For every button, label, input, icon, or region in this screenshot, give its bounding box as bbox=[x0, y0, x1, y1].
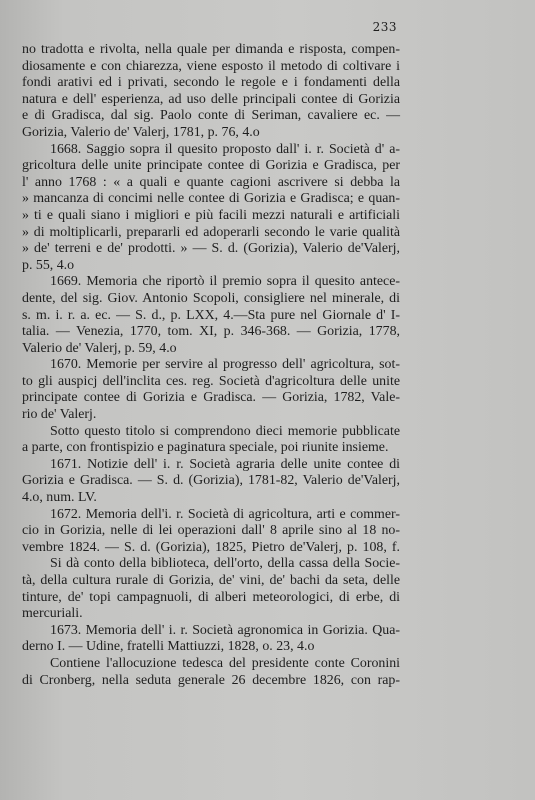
text-line: Contiene l'allocuzione tedesca del presidente conte Coronini bbox=[50, 655, 400, 671]
entry-1669-heading: 1669. Memoria che riportò il premio sopra il quesito antece- bbox=[50, 274, 400, 290]
text-line: tinture, de' topi campagnuoli, di alberi meteorologici, di erbe, di bbox=[22, 589, 400, 605]
text-line: derno I. — Udine, fratelli Mattiuzzi, 1828, o. 23, 4.o bbox=[22, 639, 315, 655]
text-line: tà, della cultura rurale di Gorizia, de' vini, de' bachi da seta, delle bbox=[22, 573, 400, 588]
entry-1672-heading: 1672. Memoria dell'i. r. Società di agricoltura, arti e commer- bbox=[50, 506, 400, 522]
text-line: cio in Gorizia, nelle di lei operazioni dall' 8 aprile sino al 18 no- bbox=[22, 523, 400, 539]
entry-1670-heading: 1670. Memorie per servire al progresso dell' agricoltura, sot- bbox=[50, 357, 400, 373]
text-line: natura e dell' esperienza, ad uso delle principali contee di Gorizia bbox=[22, 91, 400, 107]
text-line: Gorizia, Valerio de' Valerj, 1781, p. 76, 4.o bbox=[22, 124, 260, 140]
text-line: s. m. i. r. a. ec. — S. d., p. LXX, 4.—Sta pure nel Giornale d' I- bbox=[22, 307, 400, 323]
page-number: 233 bbox=[372, 20, 397, 34]
text-line: Gorizia e Gradisca. — S. d. (Gorizia), 1781-82, Valerio de'Valerj, bbox=[22, 473, 400, 489]
text-line: vembre 1824. — S. d. (Gorizia), 1825, Pietro de'Valerj, p. 108, f. bbox=[22, 539, 400, 555]
text-line: mercuriali. bbox=[22, 606, 83, 622]
entry-1671-heading: 1671. Notizie dell' i. r. Società agraria delle unite contee di bbox=[50, 456, 400, 472]
text-line: » mancanza di concimi nelle contee di Gorizia e Gradisca; e quan- bbox=[22, 191, 400, 207]
text-line: Sotto questo titolo si comprendono dieci memorie pubblicate bbox=[50, 423, 400, 439]
page-body bbox=[22, 42, 400, 689]
text-line: Si dà conto della biblioteca, dell'orto, della cassa della Socie- bbox=[50, 556, 400, 572]
text-line: » ti e quali siano i migliori e più facili mezzi naturali e artificiali bbox=[22, 207, 400, 223]
text-line: 4.o, num. LV. bbox=[22, 490, 97, 506]
text-line: no tradotta e rivolta, nella quale per dimanda e risposta, compen- bbox=[22, 42, 400, 57]
text-line: diosamente e con chiarezza, viene esposto il metodo di coltivare i bbox=[22, 58, 400, 74]
text-line: e di Gradisca, dal sig. Paolo conte di Seriman, cavaliere ec. — bbox=[22, 108, 400, 124]
text-line: dente, del sig. Giov. Antonio Scopoli, consigliere nel minerale, di bbox=[22, 290, 400, 306]
text-line: rio de' Valerj. bbox=[22, 407, 97, 423]
text-line: » di moltiplicarli, prepararli ed adoperarli secondo le varie qualità bbox=[22, 224, 400, 240]
text-line: p. 55, 4.o bbox=[22, 257, 75, 273]
text-line: to gli auspicj dell'inclita ces. reg. Società d'agricoltura delle unite bbox=[22, 373, 400, 389]
text-line: fondi arativi ed i privati, secondo le regole e i fondamenti della bbox=[22, 75, 400, 91]
text-line: l' anno 1768 : « a quali e quante cagioni ascrivere si debba la bbox=[22, 174, 400, 190]
text-line: Valerio de' Valerj, p. 59, 4.o bbox=[22, 340, 177, 356]
text-line: a parte, con frontispizio e paginatura speciale, poi riunite insieme. bbox=[22, 440, 389, 456]
text-line: di Cronberg, nella seduta generale 26 decembre 1826, con rap- bbox=[22, 672, 400, 688]
entry-1673-heading: 1673. Memoria dell' i. r. Società agronomica in Gorizia. Qua- bbox=[50, 622, 400, 638]
text-line: principate contee di Gorizia e Gradisca. — Gorizia, 1782, Vale- bbox=[22, 390, 400, 406]
text-line: gricoltura delle unite principate contee di Gorizia e Gradisca, per bbox=[22, 158, 400, 174]
entry-1668-heading: 1668. Saggio sopra il quesito proposto dall' i. r. Società d' a- bbox=[50, 141, 400, 157]
text-line: » de' terreni e de' prodotti. » — S. d. (Gorizia), Valerio de'Valerj, bbox=[22, 241, 400, 257]
text-line: talia. — Venezia, 1770, tom. XI, p. 346-368. — Gorizia, 1778, bbox=[22, 324, 400, 340]
